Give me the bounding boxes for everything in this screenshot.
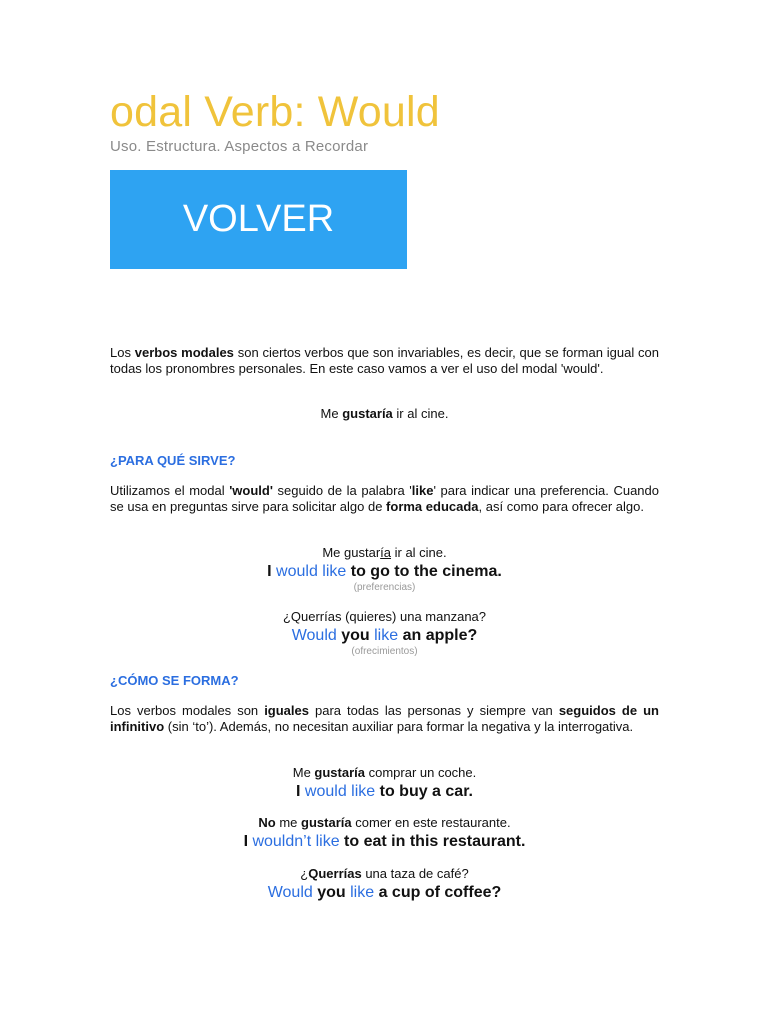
text: Los verbos modales son: [110, 703, 265, 718]
volver-button-label: VOLVER: [182, 198, 335, 240]
text: Me gustar: [322, 545, 381, 560]
text: comer en este restaurante.: [351, 815, 511, 830]
text: you: [312, 884, 351, 901]
example-note: (preferencias): [353, 582, 416, 593]
intro-paragraph: [110, 345, 659, 377]
text: you: [336, 627, 375, 644]
text: son ciertos verbos que son invariables, es decir, que se forman igual con todas los pronombres personales. En este caso vamos a ver el uso del modal 'would'.: [110, 345, 659, 376]
text: I: [296, 783, 305, 800]
page-title: odal Verb: Would: [110, 88, 440, 136]
text: comprar un coche.: [364, 765, 477, 780]
bold-text: like: [411, 483, 434, 498]
text: para todas las personas y siempre van: [308, 703, 559, 718]
text: to buy a car.: [375, 783, 473, 800]
example-note: (ofrecimientos): [351, 646, 418, 657]
example-spanish: ¿Querrías (quieres) una manzana?: [282, 609, 487, 624]
bold-text: Querrías: [308, 866, 362, 881]
highlight-text: Would: [267, 884, 313, 901]
text: Utilizamos el modal: [110, 483, 230, 498]
section1-paragraph: [110, 483, 659, 515]
text: Me: [320, 406, 343, 421]
volver-button[interactable]: [110, 170, 407, 269]
text: una taza de café?: [361, 866, 469, 881]
bold-text: gustaría: [314, 765, 365, 780]
section-heading-como-se-forma: ¿CÓMO SE FORMA?: [110, 673, 239, 688]
text: ir al cine.: [391, 545, 447, 560]
text: ¿: [300, 866, 309, 881]
example-spanish: [110, 815, 659, 831]
bold-text: gustaría: [301, 815, 352, 830]
bold-text: iguales: [264, 703, 309, 718]
underlined-text: ía: [380, 545, 391, 560]
example-english: [110, 562, 659, 582]
intro-example: [110, 406, 659, 422]
text: ' para indicar una preferencia. Cuando se usa en preguntas sirve para solicitar algo de: [110, 483, 659, 514]
text: an apple?: [398, 627, 478, 644]
bold-text: 'would': [229, 483, 273, 498]
bold-text: verbos modales: [134, 345, 234, 360]
text: Los: [110, 345, 135, 360]
highlight-text: like: [374, 627, 399, 644]
text: to eat in this restaurant.: [339, 833, 526, 850]
bold-text: forma educada: [386, 499, 479, 514]
bold-text: No: [258, 815, 276, 830]
section2-paragraph: [110, 703, 659, 735]
text: I: [267, 563, 277, 580]
example-spanish: [110, 866, 659, 882]
text: seguido de la palabra ': [272, 483, 412, 498]
text: ir al cine.: [392, 406, 449, 421]
highlight-text: Would: [291, 627, 337, 644]
text: (sin ‘to’). Además, no necesitan auxiliar para formar la negativa y la interrogativa.: [164, 719, 634, 734]
bold-text: gustaría: [342, 406, 393, 421]
text: a cup of coffee?: [374, 884, 502, 901]
highlight-text: would like: [276, 563, 347, 580]
section-heading-para-que-sirve: ¿PARA QUÉ SIRVE?: [110, 453, 236, 468]
highlight-text: would like: [304, 783, 376, 800]
highlight-text: like: [350, 884, 375, 901]
example-english: [110, 626, 659, 646]
text: I: [243, 833, 253, 850]
page-subtitle: Uso. Estructura. Aspectos a Recordar: [110, 138, 369, 155]
example-english: [110, 782, 659, 802]
example-spanish: [110, 545, 659, 561]
text: to go to the cinema.: [346, 563, 502, 580]
highlight-text: wouldn’t like: [252, 833, 340, 850]
example-english: [110, 883, 659, 903]
bold-text: seguidos de un infinitivo: [110, 703, 660, 734]
text: , así como para ofrecer algo.: [478, 499, 645, 514]
text: me: [275, 815, 302, 830]
example-spanish: [110, 765, 659, 781]
text: Me: [292, 765, 315, 780]
example-english: [110, 832, 659, 852]
